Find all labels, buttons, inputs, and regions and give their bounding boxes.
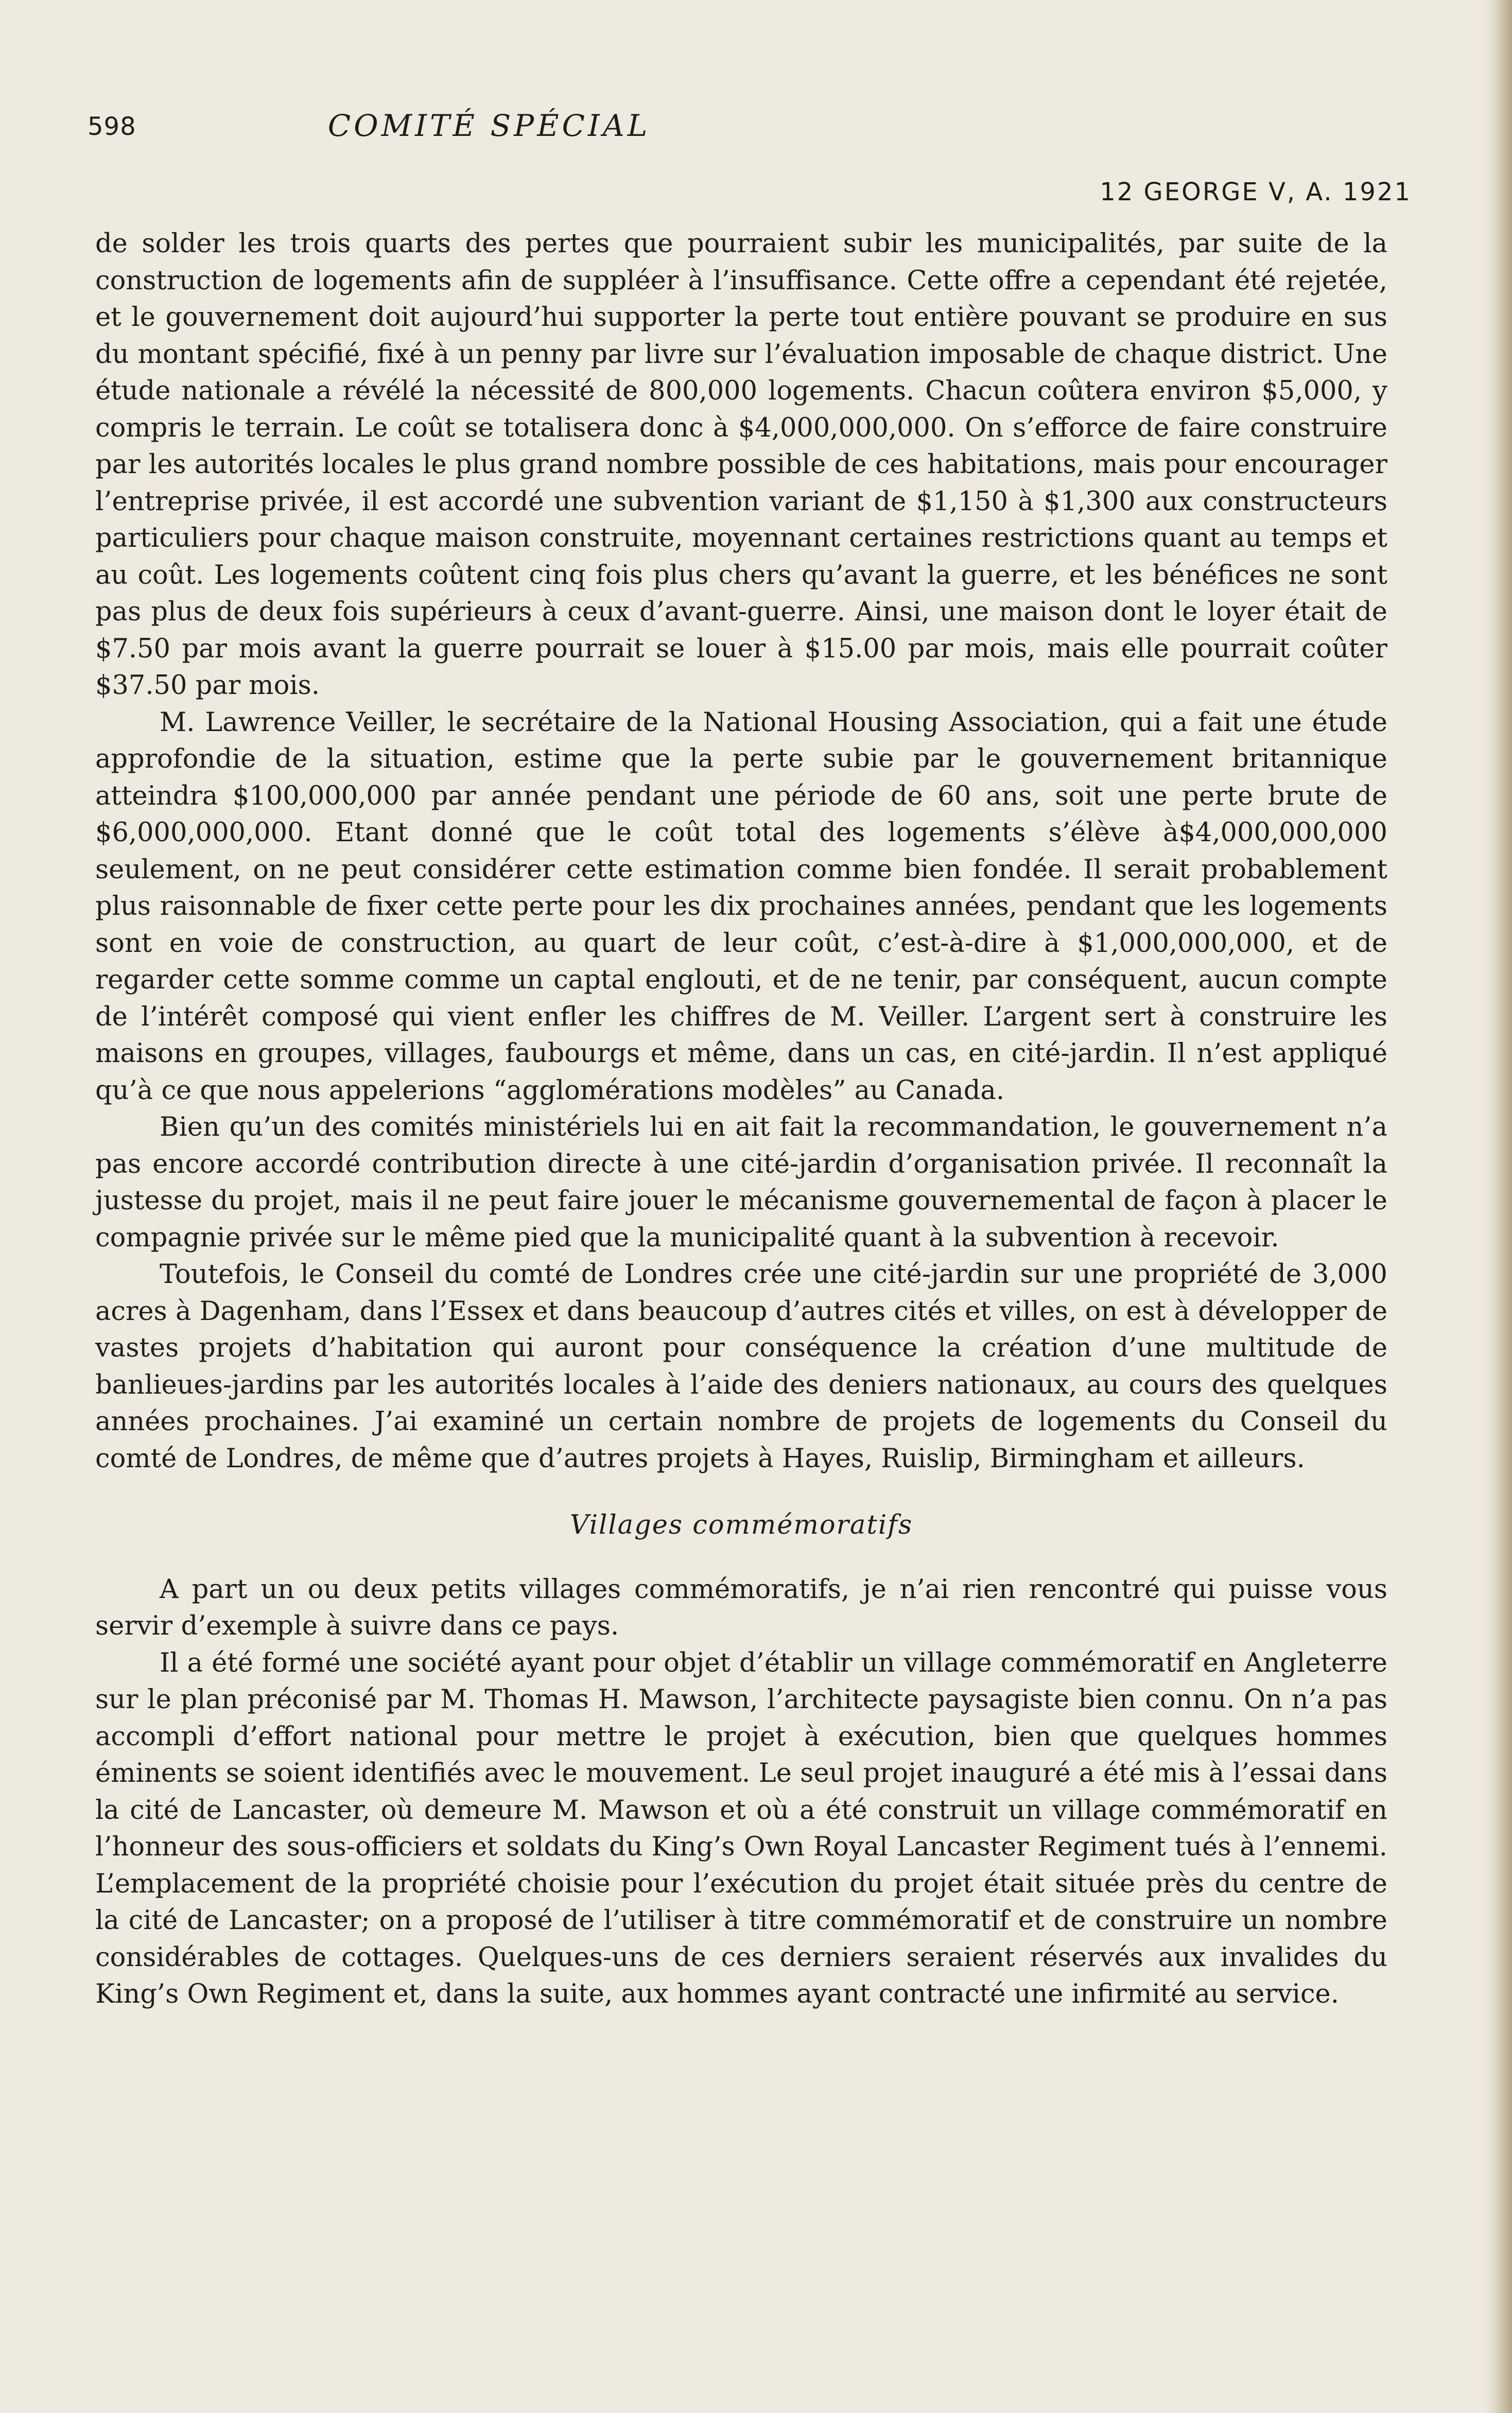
paragraph: de solder les trois quarts des pertes que pourraient subir les municipalités, par suite de la construction de logements afin de suppléer à l’insuffisance. Cette offre a cependant été rejetée, et le gouvernement doit aujourd’hui supporter la perte tout entière pouvant se produire en sus du montant spécifié, fixé à un penny par livre sur l’évaluation imposable de chaque district. Une étude nationale a révélé la nécessité de 800,000 logements. Chacun coûtera environ $5,000, y compris le terrain. Le coût se totalisera donc à $4,000,000,000. On s’efforce de faire construire par les autorités locales le plus grand nombre possible de ces habitations, mais pour encourager l’entreprise privée, il est accordé une subvention variant de $1,150 à $1,300 aux constructeurs particuliers pour chaque maison construite, moyennant certaines restrictions quant au temps et au coût. Les logements coûtent cinq fois plus chers qu’avant la guerre, et les bénéfices ne sont pas plus de deux fois supérieurs à ceux d’avant-guerre. Ainsi, une maison dont le loyer était de $7.50 par mois avant la guerre pourrait se louer à $15.00 par mois, mais elle pourrait coûter $37.50 par mois. bbox=[95, 229, 1387, 701]
paragraph: Bien qu’un des comités ministériels lui en ait fait la recommandation, le gouvernement n’a pas encore accordé contribution directe à une cité-jardin d’organisation privée. Il reconnaît la justesse du projet, mais il ne peut faire jouer le mécanisme gouvernemental de façon à placer le compagnie privée sur le même pied que la municipalité quant à la subvention à recevoir. bbox=[95, 1112, 1387, 1253]
page-header bbox=[88, 108, 1385, 149]
paragraph: Toutefois, le Conseil du comté de Londres crée une cité-jardin sur une propriété de 3,000 acres à Dagenham, dans l’Essex et dans beaucoup d’autres cités et villes, on est à développer de vastes projets d’habitation qui auront pour conséquence la création d’une multitude de banlieues-jardins par les autorités locales à l’aide des deniers nationaux, au cours des quelques années prochaines. J’ai examiné un certain nombre de projets de logements du Conseil du comté de Londres, de même que d’autres projets à Hayes, Ruislip, Birmingham et ailleurs. bbox=[95, 1259, 1387, 1474]
paragraph: M. Lawrence Veiller, le secrétaire de la National Housing Association, qui a fait une étude approfondie de la situation, estime que la perte subie par le gouvernement britannique atteindra $100,000,000 par année pendant une période de 60 ans, soit une perte brute de $6,000,000,000. Etant donné que le coût total des logements s’élève à$4,000,000,000 seulement, on ne peut considérer cette estimation comme bien fondée. Il serait probablement plus raisonnable de fixer cette perte pour les dix prochaines années, pendant que les logements sont en voie de construction, au quart de leur coût, c’est-à-dire à $1,000,000,000, et de regarder cette somme comme un captal englouti, et de ne tenir, par conséquent, aucun compte de l’intérêt composé qui vient enfler les chiffres de M. Veiller. L’argent sert à construire les maisons en groupes, villages, faubourgs et même, dans un cas, en cité-jardin. Il n’est appliqué qu’à ce que nous appelerions “agglomérations modèles” au Canada. bbox=[95, 707, 1387, 1106]
running-title: COMITÉ SPÉCIAL bbox=[327, 108, 651, 143]
page-edge bbox=[1484, 0, 1512, 2413]
paragraph: A part un ou deux petits villages commémoratifs, je n’ai rien rencontré qui puisse vous servir d’exemple à suivre dans ce pays. bbox=[95, 1574, 1387, 1641]
page-number: 598 bbox=[88, 112, 136, 141]
paragraph: Il a été formé une société ayant pour objet d’établir un village commémoratif en Angleterre sur le plan préconisé par M. Thomas H. Mawson, l’architecte paysagiste bien connu. On n’a pas accompli d’effort national pour mettre le projet à exécution, bien que quelques hommes éminents se soient identifiés avec le mouvement. Le seul projet inauguré a été mis à l’essai dans la cité de Lancaster, où demeure M. Mawson et où a été construit un village commémoratif en l’honneur des sous-officiers et soldats du King’s Own Royal Lancaster Regiment tués à l’ennemi. L’emplacement de la propriété choisie pour l’exécution du projet était située près du centre de la cité de Lancaster; on a proposé de l’utiliser à titre commémoratif et de construire un nombre considérables de cottages. Quelques-uns de ces derniers seraient réservés aux invalides du King’s Own Regiment et, dans la suite, aux hommes ayant contracté une infirmité au service. bbox=[95, 1647, 1387, 2009]
page-text bbox=[95, 225, 1387, 2013]
section-heading: Villages commémoratifs bbox=[569, 1510, 913, 1540]
session-reference: 12 GEORGE V, A. 1921 bbox=[1100, 178, 1412, 206]
